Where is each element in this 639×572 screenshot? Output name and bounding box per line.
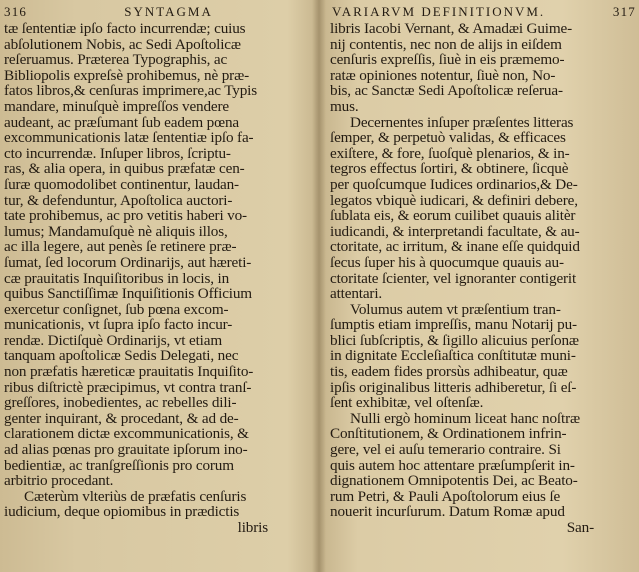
text-line: tate prohibemus, ac pro vetitis haberi vo- bbox=[4, 207, 247, 225]
text-line: tegros effectus ſortiri, & obtinere, ſicquè bbox=[330, 160, 569, 178]
text-line: ſecus ſuper his à quocumque quauis au- bbox=[330, 253, 564, 271]
text-line: greſſores, inobedientes, ac rebelles dili- bbox=[4, 394, 237, 412]
text-line: Cæterùm vlteriùs de præfatis cenſuris bbox=[24, 487, 247, 505]
text-line: dignationem Omnipotentis Dei, ac Beato- bbox=[330, 472, 578, 490]
text-line: municationis, vt ſupra ipſo facto incur- bbox=[4, 316, 233, 334]
text-line: Conſtitutionem, & Ordinationem infrin- bbox=[330, 425, 567, 443]
text-line: ad alias pœnas pro grauitate ipſorum ino- bbox=[4, 441, 248, 459]
text-line: tæ ſententiæ ipſo facto incurrendæ; cuius bbox=[4, 20, 246, 37]
text-line: arbitrio procedant. bbox=[4, 472, 114, 490]
text-line: mandare, minuſquè impreſſos vendere bbox=[4, 97, 230, 115]
right-page bbox=[330, 4, 636, 572]
text-line: tanquam apoſtolicæ Sedis Delegati, nec bbox=[4, 347, 239, 365]
text-line: bedientiæ, ac tranſgreſſionis pro corum bbox=[4, 456, 234, 474]
text-line: bis, ac Sanctæ Sedi Apoſtolicæ reſerua- bbox=[330, 82, 563, 100]
text-line: Nulli ergò hominum liceat hanc noſtræ bbox=[350, 409, 580, 427]
text-line: in dignitate Eccleſiaſtica conſtitutæ muni- bbox=[330, 347, 576, 365]
text-line: non præfatis hæreticæ prauitatis Inquiſito- bbox=[4, 363, 254, 381]
text-line: attentari. bbox=[330, 285, 383, 303]
left-running-head bbox=[4, 4, 310, 20]
text-line: Decernentes inſuper præſentes litteras bbox=[350, 113, 574, 131]
text-line: rendæ. Dictiſquè Ordinarijs, vt etiam bbox=[4, 331, 222, 349]
book-gutter bbox=[312, 0, 326, 572]
text-line: quis autem hoc attentare præſumpſerit in- bbox=[330, 456, 575, 474]
text-line: gere, vel ei auſu temerario contraire. Si bbox=[330, 441, 561, 459]
text-line: nouerit incurſurum. Datum Romæ apud bbox=[330, 503, 565, 521]
text-line: rum Petri, & Pauli Apoſtolorum eius ſe bbox=[330, 487, 561, 505]
text-line: Bibliopolis expreſsè prohibemus, nè præ- bbox=[4, 66, 249, 84]
text-line: ratæ opiniones notentur, ſiuè non, No- bbox=[330, 66, 556, 84]
text-line: exercetur conſignet, ſub pœna excom- bbox=[4, 300, 229, 318]
text-line: libris Iacobi Vernant, & Amadæi Guime- bbox=[330, 20, 573, 37]
text-line: excommunicationis latæ ſententiæ ipſo fa- bbox=[4, 129, 254, 147]
text-line: abſolutionem Nobis, ac Sedi Apoſtolicæ bbox=[4, 35, 241, 53]
text-line: ſublata eis, & eorum cuilibet quauis alitèr bbox=[330, 207, 576, 225]
left-page-number: 316 bbox=[4, 4, 28, 19]
right-catchword: San- bbox=[566, 519, 594, 536]
left-page-text bbox=[4, 21, 310, 520]
text-line: Volumus autem vt præſentium tran- bbox=[350, 300, 561, 318]
text-line: blici ſubſcriptis, & ſigillo alicuius perſonæ bbox=[330, 331, 579, 349]
right-page-number: 317 bbox=[612, 4, 636, 19]
right-running-title: VARIARVM DEFINITIONVM. bbox=[332, 4, 546, 19]
text-line: fatos libros,& cenſuras imprimere,ac Typis bbox=[4, 82, 258, 100]
text-line: legatos vbiquè iudicari, & definiri debere, bbox=[330, 191, 578, 209]
text-line: genter inquirant, & procedant, & ad de- bbox=[4, 409, 239, 427]
text-line: nij contentis, nec non de alijs in eiſdem bbox=[330, 35, 562, 53]
text-line: exiſtere, & fore, ſuoſquè plenarios, & in- bbox=[330, 144, 570, 162]
text-line: audeant, ac præſumant ſub eadem pœna bbox=[4, 113, 239, 131]
right-page-text bbox=[330, 21, 636, 520]
left-catchword: libris bbox=[237, 519, 268, 536]
text-line: mus. bbox=[330, 97, 359, 115]
text-line: lumus; Mandamuſquè nè aliquis illos, bbox=[4, 222, 228, 240]
right-running-head bbox=[330, 4, 636, 20]
text-line: ctoritate ſcienter, vel ignoranter contigerit bbox=[330, 269, 577, 287]
text-line: cenſuris expreſſis, ſiuè in eis præmemo- bbox=[330, 51, 565, 69]
text-line: ac illa legere, aut penès ſe retinere præ- bbox=[4, 238, 237, 256]
text-line: iudicium, deque opiomibus in prædictis bbox=[4, 503, 240, 521]
text-line: cto incurrendæ. Inſuper libros, ſcriptu- bbox=[4, 144, 231, 162]
left-page bbox=[4, 4, 310, 572]
text-line: cæ prauitatis Inquiſitoribus in locis, in bbox=[4, 269, 230, 287]
text-line: ſumptis etiam impreſſis, manu Notarij pu- bbox=[330, 316, 577, 334]
text-line: ſumat, ſed locorum Ordinarijs, aut hæreti- bbox=[4, 253, 252, 271]
text-line: clarationem dictæ excommunicationis, & bbox=[4, 425, 249, 443]
text-line: ſuræ quomodolibet continentur, laudan- bbox=[4, 175, 239, 193]
text-line: ſent exhibitæ, vel oſtenſæ. bbox=[330, 394, 484, 412]
text-line: tis, eadem fides prorsùs adhibeatur, quæ bbox=[330, 363, 568, 381]
text-line: ctoritate, ac irritum, & inane eſſe quidquid bbox=[330, 238, 580, 256]
text-line: ribus diſtrictè præcipimus, vt contra tranſ- bbox=[4, 378, 252, 396]
text-line: ſemper, & perpetuò validas, & efficaces bbox=[330, 129, 566, 147]
text-line: iudicandi, & interpretandi facultate, & au- bbox=[330, 222, 580, 240]
text-line: quibus Sanctiſſimæ Inquiſitionis Officium bbox=[4, 285, 252, 303]
text-line: ipſis originalibus litteris adhiberetur, ſi eſ- bbox=[330, 378, 577, 396]
text-line: ras, & alia opera, in quibus præfatæ cen- bbox=[4, 160, 245, 178]
text-line: per quoſcumque Iudices ordinarios,& De- bbox=[330, 175, 578, 193]
text-line: tur, & defenduntur, Apoſtolica auctori- bbox=[4, 191, 233, 209]
left-running-title: SYNTAGMA bbox=[124, 4, 213, 19]
text-line: reſeruamus. Præterea Typographis, ac bbox=[4, 51, 228, 69]
